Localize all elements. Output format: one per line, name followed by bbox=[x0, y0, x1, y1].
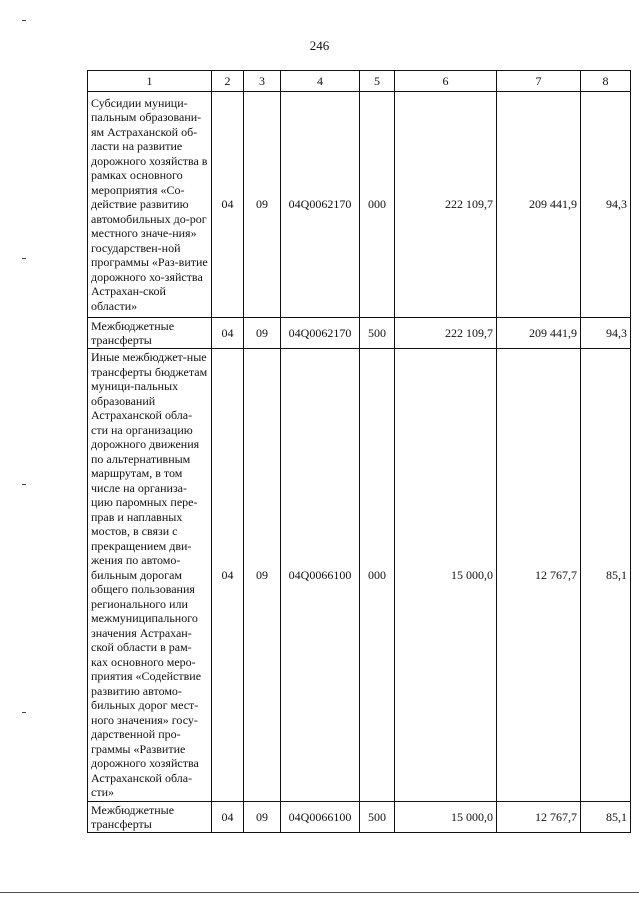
column-header: 4 bbox=[281, 71, 360, 92]
row-section: 04 bbox=[212, 349, 244, 802]
margin-mark bbox=[22, 484, 26, 485]
table-header-row bbox=[88, 71, 631, 92]
column-header: 5 bbox=[360, 71, 395, 92]
bottom-scan-edge bbox=[0, 892, 639, 893]
row-planned: 15 000,0 bbox=[395, 802, 497, 833]
column-header: 8 bbox=[581, 71, 631, 92]
margin-mark bbox=[22, 20, 26, 21]
margin-mark bbox=[22, 712, 26, 713]
column-header: 1 bbox=[88, 71, 212, 92]
row-section: 04 bbox=[212, 802, 244, 833]
row-subsection: 09 bbox=[244, 802, 281, 833]
column-header: 3 bbox=[244, 71, 281, 92]
row-subsection: 09 bbox=[244, 349, 281, 802]
column-header: 7 bbox=[497, 71, 581, 92]
row-target-code: 04Q0066100 bbox=[281, 349, 360, 802]
row-section: 04 bbox=[212, 92, 244, 318]
row-actual: 12 767,7 bbox=[497, 349, 581, 802]
row-expense-type: 000 bbox=[360, 349, 395, 802]
row-percent: 85,1 bbox=[581, 349, 631, 802]
row-subsection: 09 bbox=[244, 318, 281, 349]
row-subsection: 09 bbox=[244, 92, 281, 318]
table-row bbox=[88, 802, 631, 833]
row-expense-type: 500 bbox=[360, 802, 395, 833]
row-name: Субсидии муници-пальным образовани-ям Астраханской об-ласти на развитие дорожного хозяйства в рамках основного мероприятия «Со-действие развитию автомобильных до-рог местного значе-ния» государствен-ной программы «Раз-витие дорожного хо-зяйства Астрахан-ской области» bbox=[88, 92, 212, 318]
row-name: Иные межбюджет-ные трансферты бюджетам муници-пальных образований Астраханской обла-сти на организацию дорожного движения по альтернативным маршрутам, в том числе на организа-цию паромных пере-прав и наплавных мостов, в связи с прекращением дви-жения по автомо-бильным дорогам общего пользования регионального или межмуниципального значения Астрахан-ской области в рам-ках основного меро-приятия «Содействие развитию автомо-бильных дорог мест-ного значения» госу-дарственной про-граммы «Развитие дорожного хозяйства Астраханской обла-сти» bbox=[88, 349, 212, 802]
row-planned: 222 109,7 bbox=[395, 92, 497, 318]
column-header: 6 bbox=[395, 71, 497, 92]
row-target-code: 04Q0066100 bbox=[281, 802, 360, 833]
margin-mark bbox=[22, 258, 26, 259]
budget-table bbox=[87, 70, 631, 833]
row-planned: 222 109,7 bbox=[395, 318, 497, 349]
row-planned: 15 000,0 bbox=[395, 349, 497, 802]
row-expense-type: 500 bbox=[360, 318, 395, 349]
column-header: 2 bbox=[212, 71, 244, 92]
table-row bbox=[88, 318, 631, 349]
row-name: Межбюджетные трансферты bbox=[88, 802, 212, 833]
row-actual: 12 767,7 bbox=[497, 802, 581, 833]
row-percent: 85,1 bbox=[581, 802, 631, 833]
row-actual: 209 441,9 bbox=[497, 318, 581, 349]
row-percent: 94,3 bbox=[581, 92, 631, 318]
row-expense-type: 000 bbox=[360, 92, 395, 318]
row-actual: 209 441,9 bbox=[497, 92, 581, 318]
row-percent: 94,3 bbox=[581, 318, 631, 349]
table-row bbox=[88, 349, 631, 802]
table-row bbox=[88, 92, 631, 318]
row-name: Межбюджетные трансферты bbox=[88, 318, 212, 349]
row-target-code: 04Q0062170 bbox=[281, 92, 360, 318]
row-target-code: 04Q0062170 bbox=[281, 318, 360, 349]
page-number: 246 bbox=[309, 38, 330, 53]
row-section: 04 bbox=[212, 318, 244, 349]
